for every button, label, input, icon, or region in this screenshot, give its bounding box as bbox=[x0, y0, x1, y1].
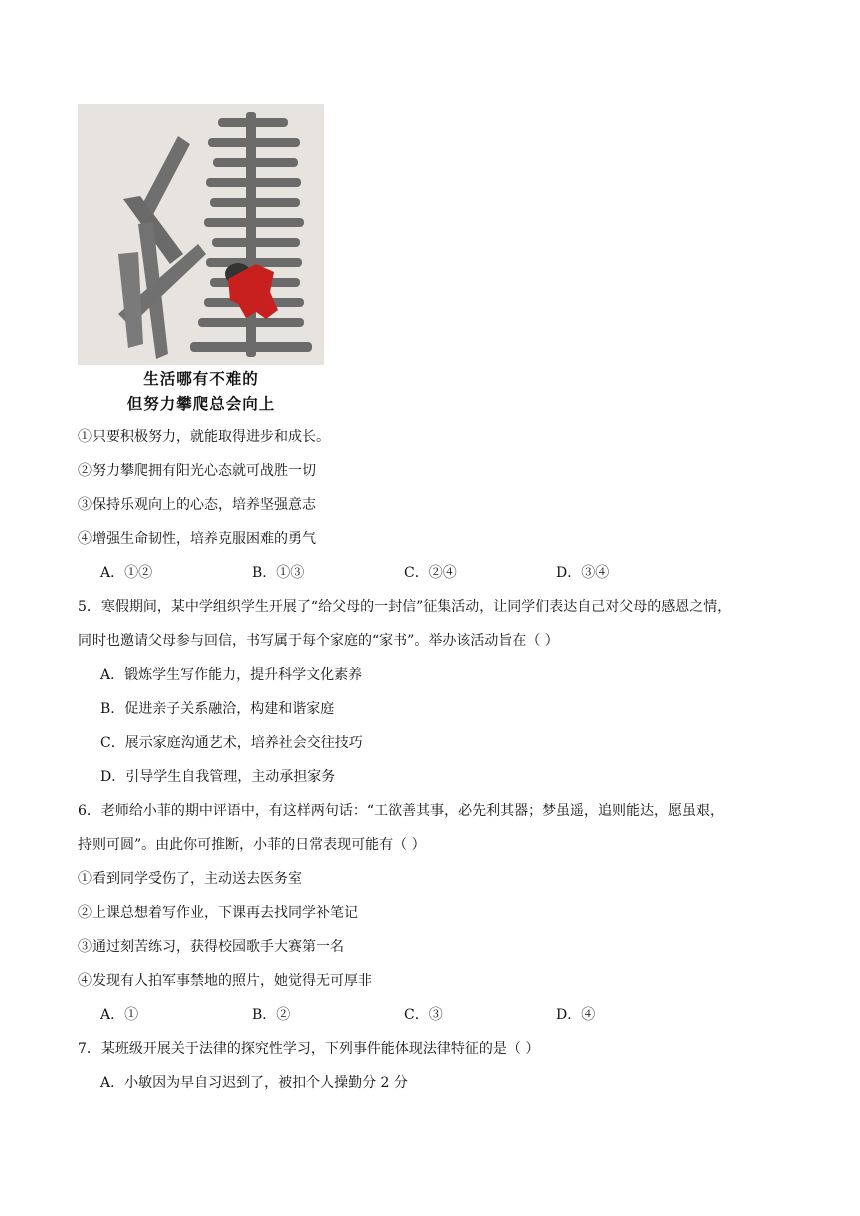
poster-caption-line-1: 生活哪有不难的 bbox=[143, 370, 259, 388]
q4-statement-2: ②努力攀爬拥有阳光心态就可战胜一切 bbox=[78, 463, 316, 479]
q5-option-c[interactable]: C．展示家庭沟通艺术，培养社会交往技巧 bbox=[100, 735, 363, 751]
q6-option-b[interactable]: B．② bbox=[252, 1007, 291, 1023]
q4-option-d[interactable]: D．③④ bbox=[556, 565, 610, 581]
q5-option-d[interactable]: D．引导学生自我管理，主动承担家务 bbox=[100, 769, 336, 785]
q6-options bbox=[100, 1005, 708, 1025]
q4-options bbox=[100, 563, 708, 583]
q4-statement-3: ③保持乐观向上的心态，培养坚强意志 bbox=[78, 497, 316, 513]
q4-statement-1: ①只要积极努力，就能取得进步和成长。 bbox=[78, 429, 330, 445]
q6-statement-3: ③通过刻苦练习，获得校园歌手大赛第一名 bbox=[78, 939, 344, 955]
q6-stem-line-2: 持则可圆”。由此你可推断，小菲的日常表现可能有（ ） bbox=[78, 837, 426, 853]
poster-figure bbox=[78, 104, 324, 415]
q5-option-b[interactable]: B．促进亲子关系融洽，构建和谐家庭 bbox=[100, 701, 335, 717]
q6-statement-1: ①看到同学受伤了，主动送去医务室 bbox=[78, 871, 302, 887]
q7-option-a[interactable]: A．小敏因为早自习迟到了，被扣个人操勤分 2 分 bbox=[100, 1075, 408, 1091]
q6-option-d[interactable]: D．④ bbox=[556, 1007, 596, 1023]
q5-stem-line-1: 5．寒假期间，某中学组织学生开展了“给父母的一封信”征集活动，让同学们表达自己对父母的感恩之情， bbox=[78, 599, 732, 615]
calligraphy-nan-character-image bbox=[78, 104, 324, 365]
q4-option-c[interactable]: C．②④ bbox=[404, 565, 457, 581]
q6-statement-2: ②上课总想着写作业，下课再去找同学补笔记 bbox=[78, 905, 358, 921]
q4-option-b[interactable]: B．①③ bbox=[252, 565, 305, 581]
poster-caption-line-2: 但努力攀爬总会向上 bbox=[126, 395, 276, 413]
q5-stem-line-2: 同时也邀请父母参与回信，书写属于每个家庭的“家书”。举办该活动旨在（ ） bbox=[78, 633, 559, 649]
calligraphy-artwork bbox=[78, 104, 324, 365]
q6-stem-line-1: 6．老师给小菲的期中评语中，有这样两句话：“工欲善其事，必先利其器；梦虽遥，追则能达，愿虽艰， bbox=[78, 803, 725, 819]
q5-option-a[interactable]: A．锻炼学生写作能力，提升科学文化素养 bbox=[100, 667, 363, 683]
q4-statement-4: ④增强生命韧性，培养克服困难的勇气 bbox=[78, 531, 316, 547]
q6-statement-4: ④发现有人拍军事禁地的照片，她觉得无可厚非 bbox=[78, 973, 372, 989]
q4-option-a[interactable]: A．①② bbox=[100, 565, 153, 581]
q6-option-a[interactable]: A．① bbox=[100, 1007, 139, 1023]
q7-stem: 7．某班级开展关于法律的探究性学习，下列事件能体现法律特征的是（ ） bbox=[78, 1041, 540, 1057]
q6-option-c[interactable]: C．③ bbox=[404, 1007, 443, 1023]
